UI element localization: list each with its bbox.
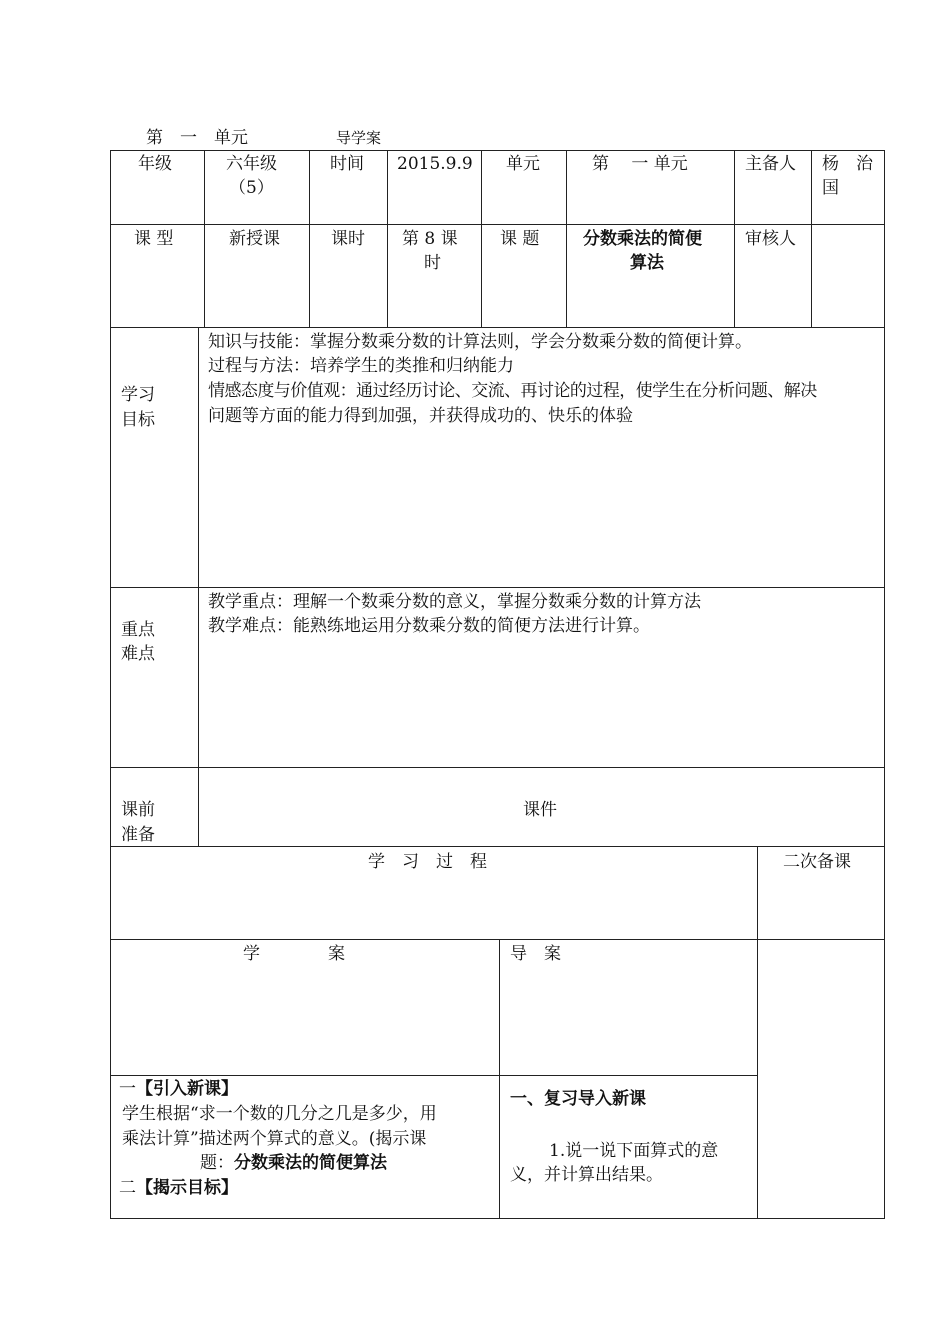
- process-title: 学 习 过 程: [368, 852, 487, 872]
- section-goals-heading: [119, 1176, 238, 1201]
- time-value: 2015.9.9: [397, 154, 473, 174]
- objectives-label: 学习: [121, 385, 155, 405]
- section-goals-number: 二: [119, 1178, 136, 1198]
- review-text: 义，并计算出结果。: [510, 1165, 663, 1185]
- keypoint-line: 教学重点：理解一个数乘分数的意义，掌握分数乘分数的计算方法: [208, 592, 701, 612]
- objective-line: 知识与技能：掌握分数乘分数的计算法则，学会分数乘分数的简便计算。: [208, 332, 752, 352]
- section-intro-text: 学生根据“求一个数的几分之几是多少，用: [122, 1104, 437, 1124]
- type-label: 课 型: [134, 229, 174, 249]
- period-value-cont: 时: [424, 253, 441, 273]
- preparer-value: 杨 治: [822, 154, 873, 174]
- review-text: 1.说一说下面算式的意: [549, 1141, 719, 1161]
- teacher-plan-header: 导 案: [510, 944, 561, 964]
- grade-label: 年级: [138, 154, 172, 174]
- section-intro-text: 乘法计算”描述两个算式的意义。(揭示课: [122, 1129, 427, 1149]
- unit-label: 单元: [506, 154, 540, 174]
- objective-line: 过程与方法：培养学生的类推和归纳能力: [208, 356, 514, 376]
- preparation-label: 课前: [121, 800, 155, 820]
- section-intro-text: [200, 1151, 387, 1176]
- objective-line: 问题等方面的能力得到加强，并获得成功的、快乐的体验: [208, 406, 633, 426]
- topic-name: 分数乘法的简便算法: [234, 1153, 387, 1173]
- keypoints-label-cont: 难点: [121, 644, 155, 664]
- topic-value-cont: 算法: [630, 253, 664, 273]
- second-prep-label: 二次备课: [783, 852, 851, 872]
- section-intro-heading: [119, 1077, 238, 1102]
- time-label: 时间: [330, 154, 364, 174]
- objective-line: 情感态度与价值观：通过经历讨论、交流、再讨论的过程，使学生在分析问题、解决: [208, 381, 817, 401]
- section-intro-title: 【引入新课】: [136, 1079, 238, 1099]
- preparer-value-cont: 国: [822, 178, 839, 198]
- section-intro-number: 一: [119, 1079, 136, 1099]
- preparation-value: 课件: [523, 800, 557, 820]
- preparation-label-cont: 准备: [121, 825, 155, 845]
- preparer-label: 主备人: [745, 154, 796, 174]
- topic-label: 课 题: [500, 229, 540, 249]
- keypoints-label: 重点: [121, 620, 155, 640]
- type-value: 新授课: [229, 229, 280, 249]
- keypoint-line: 教学难点：能熟练地运用分数乘分数的简便方法进行计算。: [208, 616, 650, 636]
- doc-type-heading: 导学案: [336, 129, 382, 147]
- grade-value: 六年级: [226, 154, 277, 174]
- student-plan-header: 学 案: [243, 944, 345, 964]
- topic-prefix: 题：: [200, 1153, 234, 1173]
- period-value: 第 8 课: [402, 229, 458, 249]
- grade-class: （5）: [229, 178, 274, 198]
- section-goals-title: 【揭示目标】: [136, 1178, 238, 1198]
- unit-value: 第 一 单元: [592, 154, 688, 174]
- objectives-label-cont: 目标: [121, 410, 155, 430]
- reviewer-label: 审核人: [745, 229, 796, 249]
- topic-value: 分数乘法的简便: [583, 229, 702, 249]
- unit-heading: 第 一 单元: [146, 128, 248, 148]
- period-label: 课时: [331, 229, 365, 249]
- review-heading: 一、复习导入新课: [510, 1089, 646, 1109]
